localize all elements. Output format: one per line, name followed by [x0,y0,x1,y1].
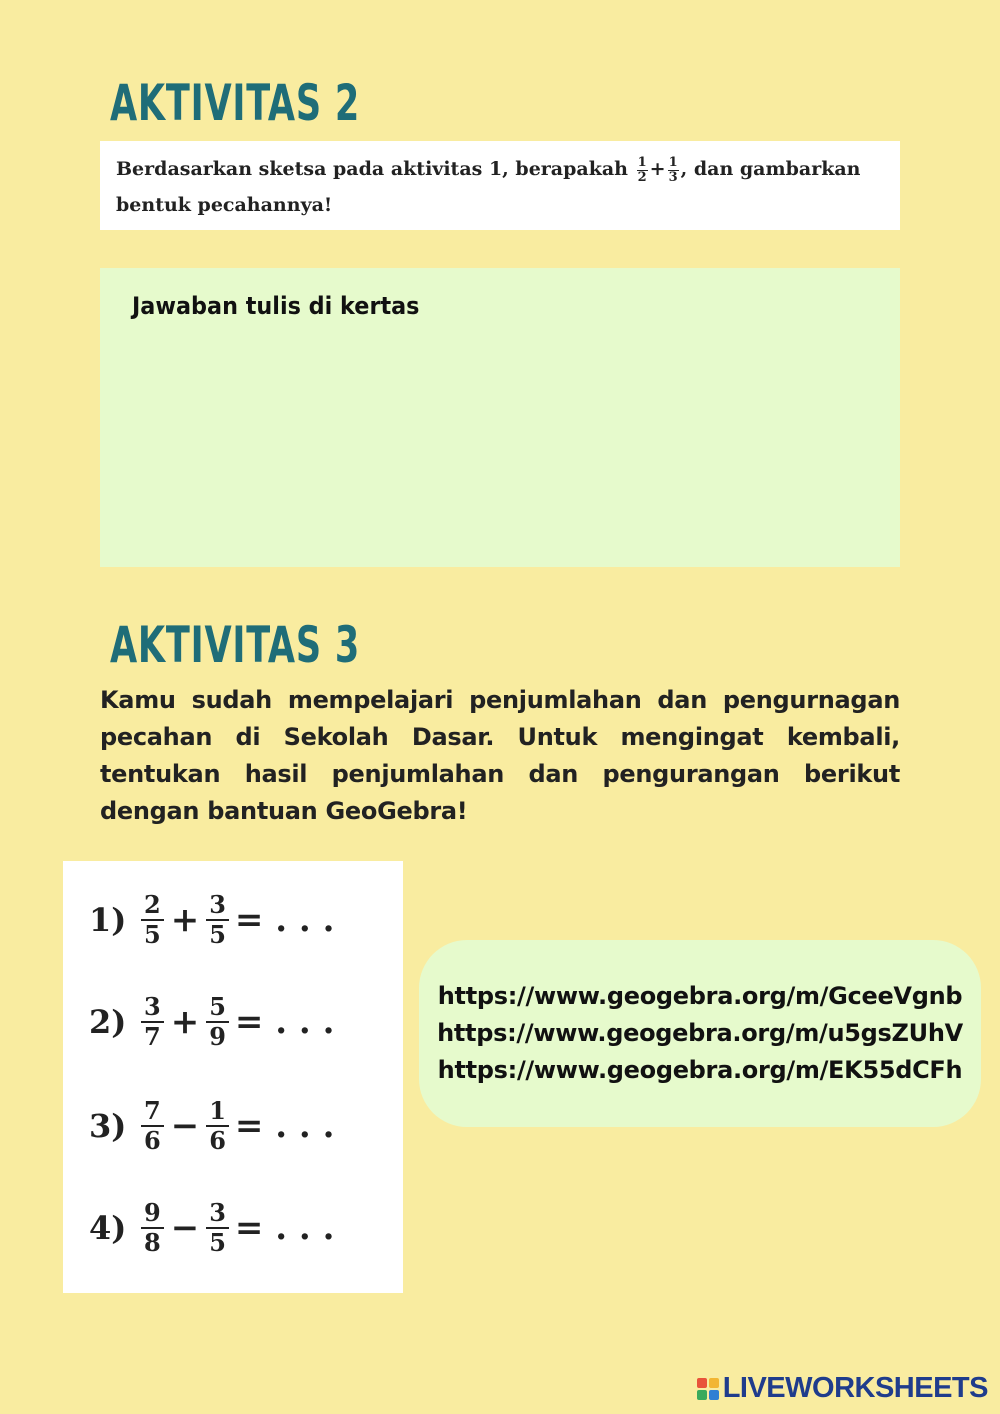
fraction-denominator: 6 [144,1126,161,1155]
geogebra-link[interactable]: https://www.geogebra.org/m/u5gsZUhV [437,1019,963,1047]
liveworksheets-brand[interactable] [697,1372,988,1405]
problem-fraction-a [141,1199,164,1257]
problem-operator: − [170,1208,200,1248]
question-prefix: Berdasarkan sketsa pada aktivitas 1, berapakah [116,158,628,180]
activity-2-question [100,141,900,230]
problems-list [63,861,403,1293]
logo-tile [709,1378,719,1388]
question-suffix: , dan gambarkan [680,158,861,180]
fraction-numerator: 7 [141,1097,164,1127]
problem-number: 1) [89,901,127,939]
problem-fraction-a [141,993,164,1051]
problem-fraction-b [206,993,229,1051]
fraction-numerator: 3 [206,891,229,921]
question-operator: + [649,158,666,180]
answer-prompt: Jawaban tulis di kertas [132,292,420,320]
fraction-numerator: 2 [141,891,164,921]
problem-equals: = . . . [234,1002,335,1042]
fraction-denominator: 5 [144,920,161,949]
fraction-denominator: 8 [144,1228,161,1257]
problem-number: 2) [89,1003,127,1041]
geogebra-link[interactable]: https://www.geogebra.org/m/GceeVgnb [437,982,963,1010]
problem-number: 4) [89,1209,127,1247]
fraction-numerator: 1 [206,1097,229,1127]
fraction-numerator: 3 [141,993,164,1023]
question-line-2: bentuk pecahannya! [116,194,333,216]
fraction-one-half [637,156,648,185]
problem-item [89,891,334,949]
problem-operator: + [170,1002,200,1042]
brand-name: LIVEWORKSHEETS [722,1372,988,1404]
problem-operator: − [170,1106,200,1146]
problem-number: 3) [89,1107,127,1145]
problem-item [89,1199,334,1257]
liveworksheets-logo-icon [697,1378,719,1400]
problem-fraction-a [141,1097,164,1155]
logo-tile [697,1378,707,1388]
problem-fraction-a [141,891,164,949]
fraction-denominator: 3 [668,169,678,185]
problem-item [89,993,334,1051]
fraction-numerator: 5 [206,993,229,1023]
problem-item [89,1097,334,1155]
problem-fraction-b [206,1097,229,1155]
activity-2-title: AKTIVITAS 2 [110,74,361,132]
fraction-numerator: 3 [206,1199,229,1229]
geogebra-link[interactable]: https://www.geogebra.org/m/EK55dCFh [437,1056,963,1084]
problem-fraction-b [206,891,229,949]
answer-box[interactable] [100,268,900,567]
fraction-numerator: 1 [668,154,678,170]
logo-tile [709,1390,719,1400]
problem-equals: = . . . [234,1208,335,1248]
fraction-numerator: 1 [637,154,647,170]
activity-3-instructions: Kamu sudah mempelajari penjumlahan dan pengurnagan pecahan di Sekolah Dasar. Untuk mengingat kembali, tentukan hasil penjumlahan dan pengurangan berikut dengan bantuan GeoGebra! [100,686,900,825]
fraction-denominator: 6 [209,1126,226,1155]
fraction-denominator: 2 [637,169,647,185]
logo-tile [697,1390,707,1400]
problem-equals: = . . . [234,1106,335,1146]
fraction-denominator: 5 [209,1228,226,1257]
problem-fraction-b [206,1199,229,1257]
fraction-denominator: 9 [209,1022,226,1051]
problem-equals: = . . . [234,900,335,940]
activity-3-title: AKTIVITAS 3 [110,616,361,674]
geogebra-links [419,940,981,1127]
fraction-denominator: 7 [144,1022,161,1051]
fraction-one-third [668,156,679,185]
fraction-numerator: 9 [141,1199,164,1229]
problem-operator: + [170,900,200,940]
fraction-denominator: 5 [209,920,226,949]
